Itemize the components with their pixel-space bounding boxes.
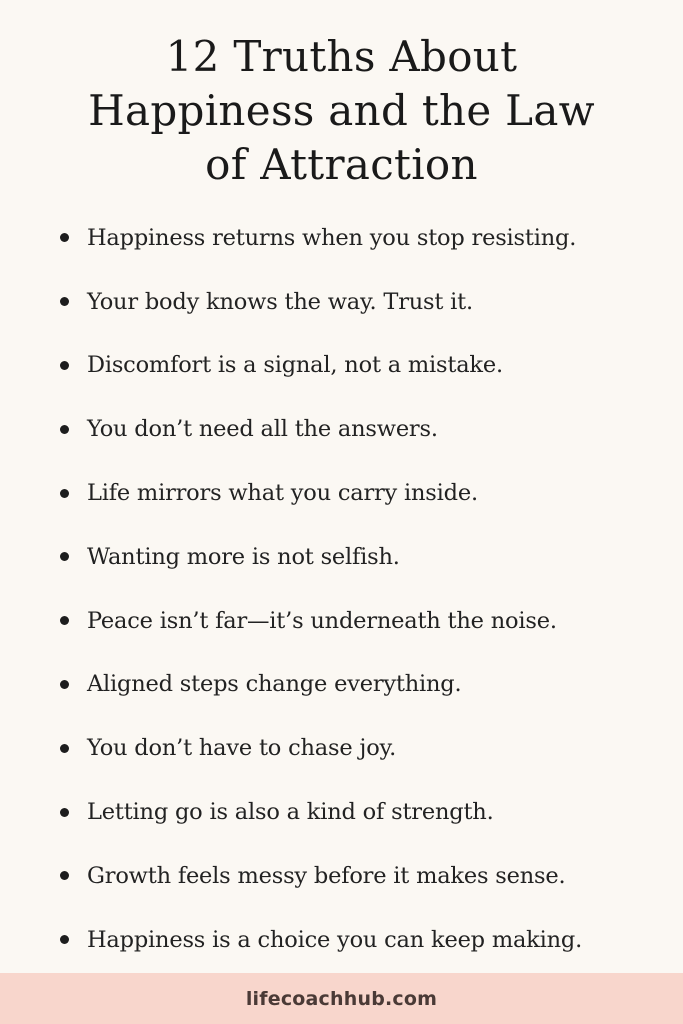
list-item: [0, 908, 683, 972]
bullet-icon: [60, 808, 69, 817]
bullet-icon: [60, 297, 69, 306]
list-item-text: Life mirrors what you carry inside.: [87, 480, 478, 507]
list-item-text: Happiness returns when you stop resisting.: [87, 224, 577, 251]
list-item-text: Your body knows the way. Trust it.: [87, 288, 473, 315]
bullet-icon: [60, 361, 69, 370]
list-item: [0, 780, 683, 844]
list-item: [0, 334, 683, 398]
list-item: [0, 206, 683, 270]
list-item-text: Happiness is a choice you can keep making.: [87, 926, 583, 953]
list-item-text: You don’t need all the answers.: [87, 416, 438, 443]
list-item: [0, 653, 683, 717]
title-line-2: Happiness and the Law: [88, 86, 595, 135]
list-item: [0, 844, 683, 908]
bullet-icon: [60, 489, 69, 498]
bullet-icon: [60, 425, 69, 434]
list-item-text: Discomfort is a signal, not a mistake.: [87, 352, 503, 379]
list-item-text: Aligned steps change everything.: [87, 671, 462, 698]
bullet-icon: [60, 680, 69, 689]
footer-band: [0, 973, 683, 1024]
bullet-icon: [60, 744, 69, 753]
title-line-1: 12 Truths About: [165, 32, 518, 81]
bullet-icon: [60, 233, 69, 242]
list-item-text: Letting go is also a kind of strength.: [87, 799, 494, 826]
bullet-icon: [60, 552, 69, 561]
list-item: [0, 461, 683, 525]
bullet-icon: [60, 616, 69, 625]
list-item: [0, 716, 683, 780]
list-item-text: Wanting more is not selfish.: [87, 543, 400, 570]
list-item: [0, 397, 683, 461]
page-title: [0, 30, 683, 192]
bullet-icon: [60, 935, 69, 944]
list-item: [0, 270, 683, 334]
footer-site-link[interactable]: lifecoachhub.com: [245, 987, 438, 1010]
list-item: [0, 589, 683, 653]
bullet-icon: [60, 871, 69, 880]
list-item-text: Peace isn’t far—it’s underneath the noise.: [87, 607, 557, 634]
list-item-text: Growth feels messy before it makes sense.: [87, 862, 566, 889]
list-item: [0, 525, 683, 589]
truths-list: [0, 206, 683, 972]
list-item-text: You don’t have to chase joy.: [87, 735, 397, 762]
title-line-3: of Attraction: [205, 140, 478, 189]
